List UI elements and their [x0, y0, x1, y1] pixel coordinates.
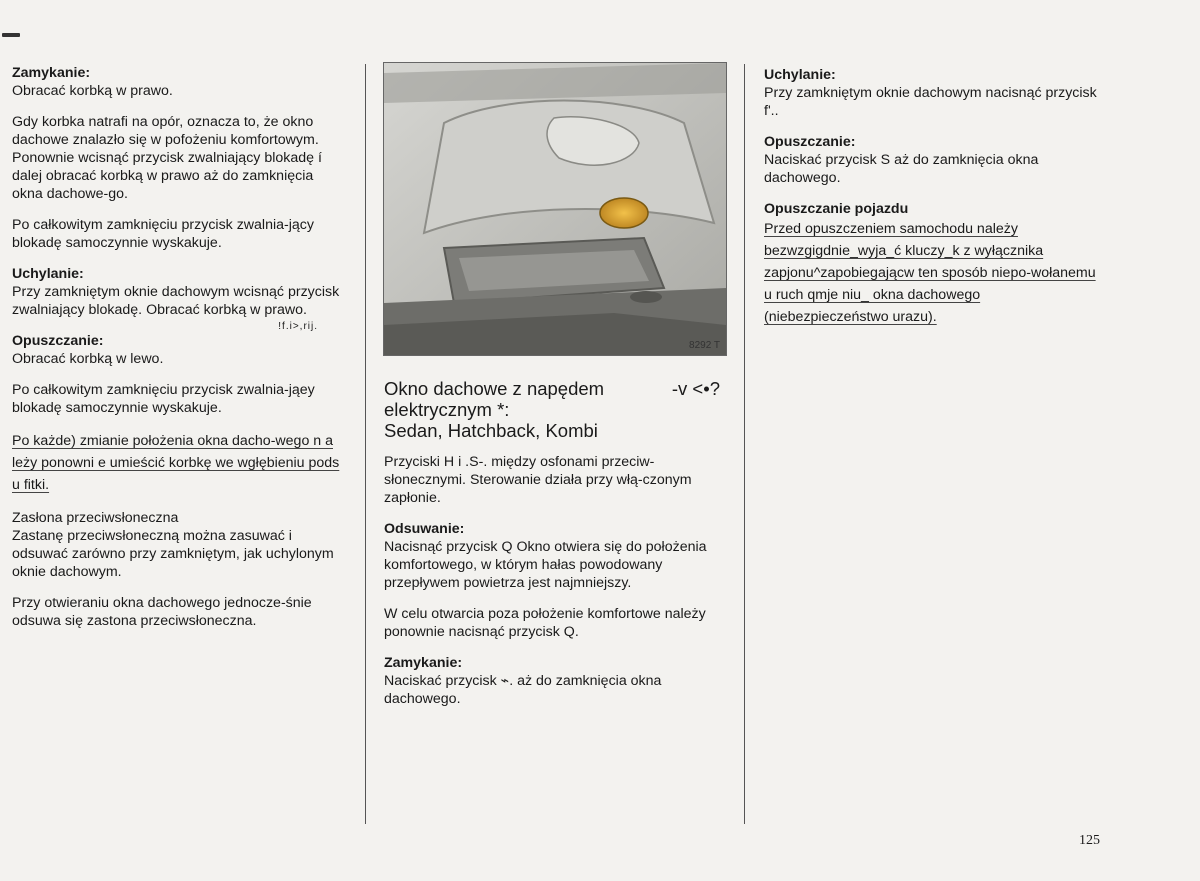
- corner-mark: [2, 33, 20, 37]
- column-divider-1: [365, 64, 366, 824]
- paragraph-opor: Gdy korbka natrafi na opór, oznacza to, że okno dachowe znalazło się w pofożeniu komfortowym. Ponownie wcisnąć przycisk zwalniający blokadę í dalej obracać korbką w prawo aż do zamknięcia okna dachowe-go.: [12, 114, 322, 202]
- text-zamykanie: Obracać korbką w prawo.: [12, 83, 173, 99]
- heading-uchylanie: Uchylanie:: [12, 266, 84, 282]
- paragraph-przyciski: Przyciski H i .S-. między osfonami przeciw-słonecznymi. Sterowanie działa przy włą-czonym zapłonie.: [384, 454, 692, 506]
- title-line-2: elektrycznym *:: [384, 399, 510, 420]
- paragraph-korbka-note: Po każde) zmianie położenia okna dacho-wego n a leży ponowni e umieścić korbkę we wgłębieniu pods u fitki.: [12, 433, 340, 493]
- paragraph-otwarcie: W celu otwarcia poza położenie komfortowe należy ponownie nacisnąć przycisk Q.: [384, 606, 706, 640]
- column-divider-2: [744, 64, 745, 824]
- title-line-3: Sedan, Hatchback, Kombi: [384, 420, 598, 441]
- text-opuszczanie-el: Naciskać przycisk S aż do zamknięcia okna dachowego.: [764, 152, 1039, 186]
- sunroof-photo: [383, 62, 727, 356]
- heading-uchylanie-el: Uchylanie:: [764, 67, 836, 83]
- title-symbol: -v <•?: [671, 378, 720, 399]
- heading-zamykanie-el: Zamykanie:: [384, 655, 463, 671]
- heading-opuszczanie-pojazdu: Opuszczanie pojazdu: [764, 201, 909, 217]
- text-opuszczanie-pojazdu: Przed opuszczeniem samochodu należy bezwzgigdnie_wyja_ć kluczy_k z wyłącznika zapjonu^zapobiegającw ten sposób niepo-wołanemu u ruch qmje niu_ okna dachowego (niebezpieczeństwo urazu).: [764, 221, 1096, 325]
- title-line-1: Okno dachowe z napędem: [384, 378, 605, 399]
- sunroof-illustration: [384, 63, 726, 355]
- heading-opuszczanie: Opuszczanie:: [12, 333, 104, 349]
- column-middle: [384, 378, 726, 708]
- text-opuszczanie: Obracać korbką w lewo.: [12, 351, 164, 367]
- text-uchylanie-el: Przy zamkniętym oknie dachowym nacisnąć przycisk f'..: [764, 85, 1097, 119]
- heading-odsuwanie: Odsuwanie:: [384, 521, 465, 537]
- page-number: 125: [1079, 833, 1100, 848]
- text-zamykanie-el: Naciskać przycisk ⌁. aż do zamknięcia okna dachowego.: [384, 673, 662, 707]
- text-uchylanie: Przy zamkniętym oknie dachowym wcisnąć przycisk zwalniający blokadę. Obracać korbką w prawo.: [12, 284, 340, 318]
- photo-code: 8292 T: [689, 340, 720, 351]
- column-left: [12, 64, 346, 630]
- text-zaslona: Zastanę przeciwsłoneczną można zasuwać i odsuwać zarówno przy zamkniętym, jak uchylonym oknie dachowym.: [12, 528, 334, 580]
- section-title: [384, 378, 726, 441]
- heading-zamykanie: Zamykanie:: [12, 65, 91, 81]
- paragraph-zaslona-note: Przy otwieraniu okna dachowego jednocze-śnie odsuwa się zastona przeciwsłoneczna.: [12, 595, 312, 629]
- text-odsuwanie: Nacisnąć przycisk Q Okno otwiera się do położenia komfortowego, w którym hałas powodowany przepływem powietrza jest najmniejszy.: [384, 539, 707, 591]
- heading-opuszczanie-el: Opuszczanie:: [764, 134, 856, 150]
- paragraph-wyskakuje-1: Po całkowitym zamknięciu przycisk zwalnia-jący blokadę samoczynnie wyskakuje.: [12, 217, 314, 251]
- column-right: [764, 66, 1100, 328]
- figure-reference: !f.i>,rij.: [278, 321, 318, 332]
- heading-zaslona: Zasłona przeciwsłoneczna: [12, 510, 179, 526]
- paragraph-wyskakuje-2: Po całkowitym zamknięciu przycisk zwalnia-jąey blokadę samoczynnie wyskakuje.: [12, 382, 315, 416]
